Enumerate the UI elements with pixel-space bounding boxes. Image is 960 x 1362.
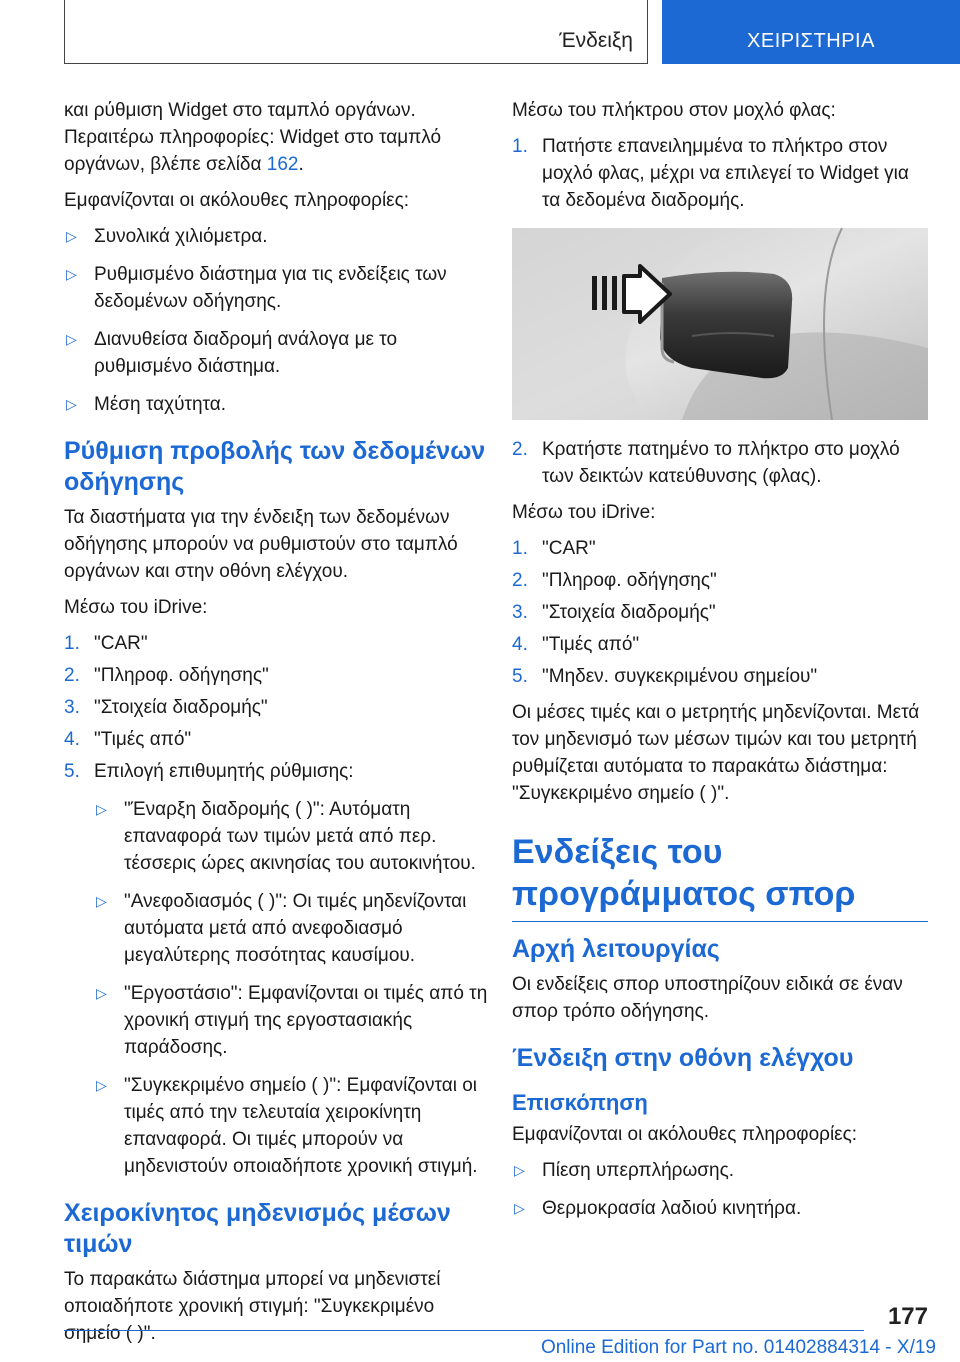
numbered-step: 3. "Στοιχεία διαδρομής" <box>64 697 268 718</box>
list-item: ▷ Συνολικά χιλιόμετρα. <box>64 223 488 250</box>
intro-paragraph: και ρύθμιση Widget στο ταμπλό οργάνων. Περαιτέρω πληροφορίες: Widget στο ταμπλό οργάνων, βλέπε σελίδα 162. <box>64 100 442 175</box>
sub-list-item: ▷ "Ανεφοδιασμός ( )": Οι τιμές μηδενίζονται αυτόματα μετά από ανεφοδιασμό μεγαλύτερης ποσότητας καυσίμου. <box>64 888 488 969</box>
heading-principle: Αρχή λειτουργίας <box>512 935 720 963</box>
triangle-bullet-icon: ▷ <box>66 266 77 282</box>
triangle-bullet-icon: ▷ <box>96 801 107 817</box>
footer-edition[interactable]: Online Edition for Part no. 01402884314 - X/19 <box>540 1337 936 1358</box>
page-number: 177 <box>887 1303 928 1330</box>
sub-list-item: ▷ "Έναρξη διαδρομής ( )": Αυτόματη επαναφορά των τιμών μετά από περ. τέσσερις ώρες ακινησίας του αυτοκινήτου. <box>64 796 488 877</box>
numbered-step: 5. "Μηδεν. συγκεκριμένου σημείου" <box>512 666 818 687</box>
numbered-step: 5. Επιλογή επιθυμητής ρύθμισης: <box>64 761 354 782</box>
numbered-step: 2. "Πληροφ. οδήγησης" <box>512 570 717 591</box>
triangle-bullet-icon: ▷ <box>96 893 107 909</box>
list-intro: Εμφανίζονται οι ακόλουθες πληροφορίες: <box>64 190 410 211</box>
sub-list-item: ▷ "Συγκεκριμένο σημείο ( )": Εμφανίζονται οι τιμές από την τελευταία χειροκίνητη επαναφορά. Οι τιμές μπορούν να μηδενιστούν οποιαδήποτε χρονική στιγμή. <box>64 1072 488 1180</box>
triangle-bullet-icon: ▷ <box>96 985 107 1001</box>
sub-list-item: ▷ "Εργοστάσιο": Εμφανίζονται οι τιμές από τη χρονική στιγμή της εργοστασιακής παράδοσης. <box>64 980 488 1061</box>
heading-setting: Ρύθμιση προβολής των δεδομένων οδήγησης <box>64 437 486 496</box>
setting-paragraph: Τα διαστήματα για την ένδειξη των δεδομένων οδήγησης μπορούν να ρυθμιστούν στο ταμπλό οργάνων και στην οθόνη ελέγχου. <box>64 507 458 582</box>
numbered-step: 3. "Στοιχεία διαδρομής" <box>512 602 716 623</box>
reset-paragraph: Οι μέσες τιμές και ο μετρητής μηδενίζονται. Μετά τον μηδενισμό των μέσων τιμών και του μετρητή ρυθμίζεται αυτόματα το παρακάτω διάστημα: "Συγκεκριμένο σημείο ( )". <box>512 702 920 804</box>
numbered-step: 1. Πατήστε επανειλημμένα το πλήκτρο στον μοχλό φλας, μέχρι να επιλεγεί το Widget για τα δεδομένα διαδρομής. <box>512 136 909 211</box>
via-idrive: Μέσω του iDrive: <box>64 597 208 618</box>
numbered-step: 1. "CAR" <box>512 538 596 559</box>
list-item: ▷ Μέση ταχύτητα. <box>64 391 488 418</box>
header-section-title: Ένδειξη <box>559 29 633 52</box>
numbered-step: 1. "CAR" <box>64 633 148 654</box>
manual-paragraph: Το παρακάτω διάστημα μπορεί να μηδενιστεί οποιαδήποτε χρονική στιγμή: "Συγκεκριμένο σημείο ( )". <box>64 1269 441 1344</box>
numbered-step: 4. "Τιμές από" <box>64 729 192 750</box>
triangle-bullet-icon: ▷ <box>66 228 77 244</box>
heading-overview: Επισκόπηση <box>512 1090 648 1115</box>
list-intro: Εμφανίζονται οι ακόλουθες πληροφορίες: <box>512 1124 858 1145</box>
numbered-step: 2. "Πληροφ. οδήγησης" <box>64 665 269 686</box>
numbered-step: 2. Κρατήστε πατημένο το πλήκτρο στο μοχλό των δεικτών κατεύθυνσης (φλας). <box>512 439 900 487</box>
triangle-bullet-icon: ▷ <box>514 1200 525 1216</box>
left-column <box>64 97 488 1356</box>
footer-divider <box>64 1330 864 1331</box>
heading-control-display: Ένδειξη στην οθόνη ελέγχου <box>512 1044 854 1072</box>
turn-signal-lever-photo <box>512 228 928 420</box>
header-chapter-title: ΧΕΙΡΙΣΤΗΡΙΑ <box>747 30 875 52</box>
triangle-bullet-icon: ▷ <box>514 1162 525 1178</box>
list-item: ▷ Ρυθμισμένο διάστημα για τις ενδείξεις των δεδομένων οδήγησης. <box>64 261 488 315</box>
heading-manual-reset: Χειροκίνητος μηδενισμός μέσων τιμών <box>64 1199 451 1258</box>
numbered-step: 4. "Τιμές από" <box>512 634 640 655</box>
via-button: Μέσω του πλήκτρου στον μοχλό φλας: <box>512 100 836 121</box>
header-chapter-tab[interactable] <box>662 0 960 64</box>
page-link[interactable]: 162 <box>266 154 299 175</box>
list-item: ▷ Πίεση υπερπλήρωσης. <box>512 1157 928 1184</box>
triangle-bullet-icon: ▷ <box>66 331 77 347</box>
triangle-bullet-icon: ▷ <box>66 396 77 412</box>
triangle-bullet-icon: ▷ <box>96 1077 107 1093</box>
list-item: ▷ Θερμοκρασία λαδιού κινητήρα. <box>512 1195 928 1222</box>
principle-paragraph: Οι ενδείξεις σπορ υποστηρίζουν ειδικά σε έναν σπορ τρόπο οδήγησης. <box>512 974 903 1022</box>
list-item: ▷ Διανυθείσα διαδρομή ανάλογα με το ρυθμισμένο διάστημα. <box>64 326 488 380</box>
right-column <box>512 97 928 1233</box>
heading-sport-displays: Ενδείξεις του προγράμματος σπορ <box>512 831 928 922</box>
header-section-box <box>64 0 648 64</box>
via-idrive: Μέσω του iDrive: <box>512 502 656 523</box>
